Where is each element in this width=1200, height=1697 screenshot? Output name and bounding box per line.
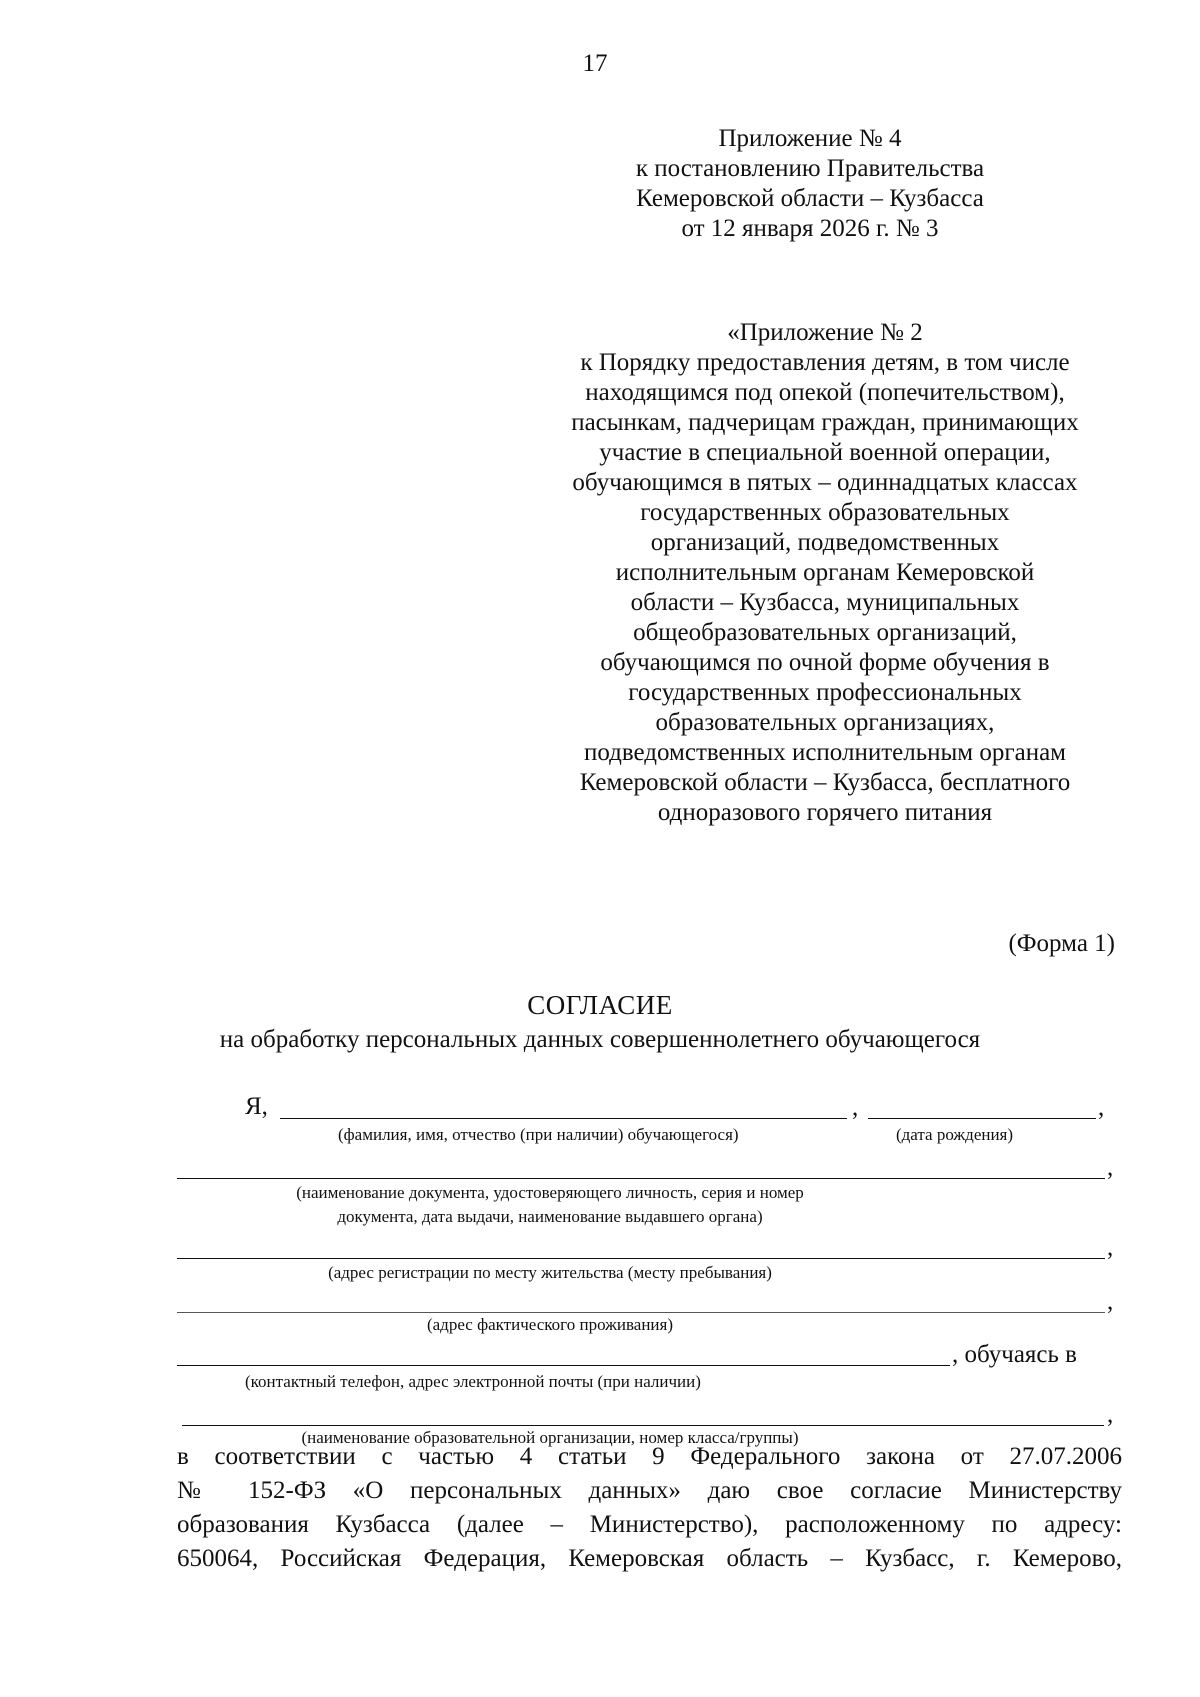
- sub-appendix-line: обучающимся по очной форме обучения в: [600, 649, 1050, 676]
- sub-appendix-line: к Порядку предоставления детям, в том числе: [580, 349, 1070, 376]
- body-line: № 152-ФЗ «О персональных данных» даю свое согласие Министерству: [177, 1477, 1122, 1504]
- actual-address-field-line[interactable]: [177, 1312, 1105, 1313]
- actual-address-caption: (адрес фактического проживания): [426, 1315, 674, 1334]
- document-title: СОГЛАСИЕ: [527, 990, 673, 1020]
- comma: ,: [852, 1094, 859, 1121]
- appendix-line: от 12 января 2026 г. № 3: [681, 215, 939, 242]
- appendix-line: Кемеровской области – Кузбасса: [636, 185, 984, 212]
- birth-date-field-line[interactable]: [868, 1118, 1096, 1119]
- registration-address-caption: (адрес регистрации по месту жительства (месту пребывания): [328, 1263, 772, 1282]
- sub-appendix-line: находящимся под опекой (попечительством),: [585, 379, 1065, 406]
- name-field-line[interactable]: [280, 1118, 847, 1119]
- appendix-header: [560, 124, 1060, 244]
- comma: ,: [1107, 1234, 1114, 1261]
- sub-appendix-line: подведомственных исполнительным органам: [584, 739, 1066, 766]
- sub-appendix-line: «Приложение № 2: [727, 319, 923, 346]
- comma: ,: [1107, 1288, 1114, 1315]
- page-number: 17: [582, 50, 608, 77]
- sub-appendix-line: государственных образовательных: [640, 499, 1010, 526]
- comma: ,: [1107, 1401, 1114, 1428]
- identity-document-field-line[interactable]: [177, 1178, 1105, 1179]
- prefix-i: Я,: [245, 1093, 268, 1120]
- sub-appendix-line: Кемеровской области – Кузбасса, бесплатного: [579, 769, 1071, 796]
- consent-body: [177, 1440, 1122, 1576]
- sub-appendix-line: государственных профессиональных: [628, 679, 1022, 706]
- appendix-line: Приложение № 4: [718, 125, 902, 152]
- studying-at-text: , обучаясь в: [952, 1341, 1077, 1368]
- contacts-caption: (контактный телефон, адрес электронной почты (при наличии): [245, 1372, 701, 1391]
- sub-appendix-line: пасынкам, падчерицам граждан, принимающих: [571, 409, 1079, 436]
- document-subtitle: на обработку персональных данных совершеннолетнего обучающегося: [219, 1026, 981, 1053]
- sub-appendix-line: исполнительным органам Кемеровской: [615, 559, 1035, 586]
- sub-appendix-line: области – Кузбасса, муниципальных: [630, 589, 1020, 616]
- organization-caption: (наименование образовательной организации, номер класса/группы): [301, 1428, 799, 1447]
- sub-appendix-line: одноразового горячего питания: [657, 799, 993, 826]
- identity-document-caption: (наименование документа, удостоверяющего личность, серия и номер: [296, 1183, 804, 1202]
- sub-appendix-line: организаций, подведомственных: [650, 529, 1000, 556]
- body-line: в соответствии с частью 4 статьи 9 Федерального закона от 27.07.2006: [177, 1443, 1122, 1470]
- sub-appendix-header: [530, 318, 1120, 828]
- body-line: образования Кузбасса (далее – Министерство), расположенному по адресу:: [177, 1511, 1122, 1538]
- birth-date-caption: (дата рождения): [896, 1125, 1014, 1144]
- sub-appendix-line: обучающимся в пятых – одиннадцатых классах: [572, 469, 1078, 496]
- registration-address-field-line[interactable]: [177, 1258, 1105, 1259]
- sub-appendix-line: общеобразовательных организаций,: [633, 619, 1017, 646]
- body-line: 650064, Российская Федерация, Кемеровская область – Кузбасс, г. Кемерово,: [177, 1545, 1122, 1572]
- sub-appendix-line: образовательных организациях,: [655, 709, 995, 736]
- contacts-field-line[interactable]: [177, 1365, 950, 1366]
- name-caption: (фамилия, имя, отчество (при наличии) обучающегося): [338, 1125, 739, 1144]
- form-label: (Форма 1): [1008, 930, 1115, 957]
- sub-appendix-line: участие в специальной военной операции,: [599, 439, 1051, 466]
- comma: ,: [1107, 1154, 1114, 1181]
- identity-document-caption: документа, дата выдачи, наименование выдавшего органа): [337, 1207, 763, 1226]
- appendix-line: к постановлению Правительства: [635, 155, 985, 182]
- comma: ,: [1098, 1094, 1105, 1121]
- organization-field-line[interactable]: [182, 1425, 1104, 1426]
